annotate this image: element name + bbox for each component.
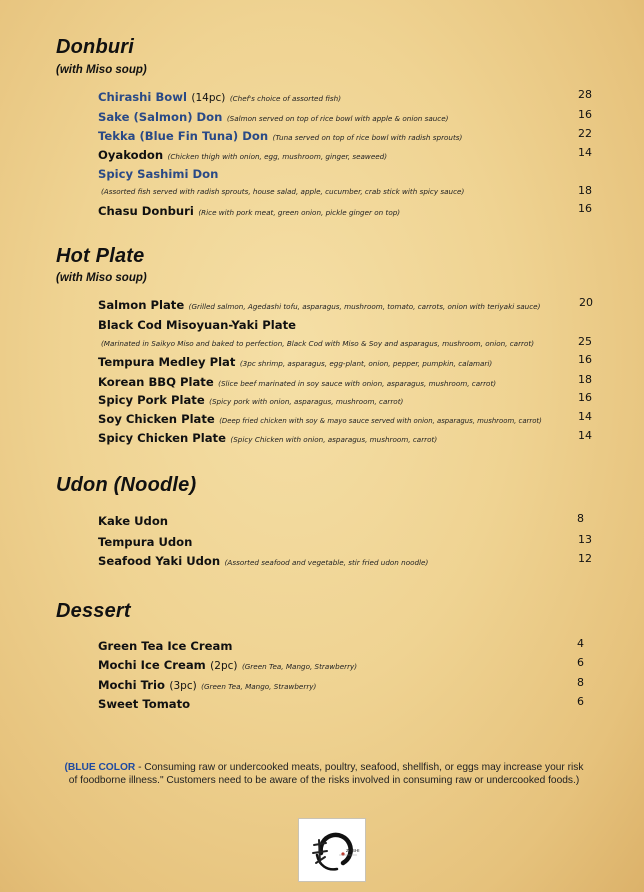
menu-item [98,296,592,314]
raw-food-notice [60,761,588,787]
item-price: 8 [577,512,584,525]
item-name: Spicy Sashimi Don [98,167,219,181]
menu-item [98,373,592,391]
item-name: Sweet Tomato [98,697,191,711]
menu-item [98,146,592,164]
item-price: 18 [578,184,592,197]
item-price: 16 [578,108,592,121]
item-price: 14 [578,429,592,442]
item-name: Seafood Yaki Udon [98,554,221,568]
menu-item [98,391,592,409]
item-description: (Chicken thigh with onion, egg, mushroom, ginger, seaweed) [167,152,388,161]
menu-item [98,108,592,126]
item-price: 14 [578,410,592,423]
item-name: Chasu Donburi [98,204,194,218]
logo-text: ZUSHI [346,848,360,853]
menu-item [98,637,592,655]
menu-item [98,676,592,694]
item-qty: (3pc) [169,680,197,692]
item-name: Kake Udon [98,514,169,528]
item-description: (Salmon served on top of rice bowl with apple & onion sauce) [226,114,449,123]
menu-item [98,695,592,713]
item-description: (Slice beef marinated in soy sauce with onion, asparagus, mushroom, carrot) [218,379,497,388]
item-price: 18 [578,373,592,386]
menu-item [98,512,592,530]
item-description: (Green Tea, Mango, Strawberry) [201,682,317,691]
item-price: 13 [578,533,592,546]
item-name: Soy Chicken Plate [98,412,215,426]
section-title-udon: Udon (Noodle) [56,474,197,496]
item-name: Tempura Medley Plat [98,355,236,369]
item-price: 16 [578,391,592,404]
item-price: 6 [577,656,584,669]
item-description: (Spicy pork with onion, asparagus, mushroom, carrot) [209,397,404,406]
item-description: (Green Tea, Mango, Strawberry) [241,662,358,671]
item-name: Mochi Ice Cream [98,658,206,672]
menu-item [98,202,592,220]
item-description: (Deep fried chicken with soy & mayo sauce served with onion, asparagus, mushroom, carrot) [219,417,542,425]
item-name: Green Tea Ice Cream [98,639,233,653]
item-description: (Rice with pork meat, green onion, pickle ginger on top) [198,208,401,217]
menu-item [98,127,592,145]
menu-item [98,353,592,371]
item-name: Black Cod Misoyuan-Yaki Plate [98,318,297,332]
notice-highlight: (BLUE COLOR [64,762,136,773]
section-title-donburi: Donburi [56,36,135,58]
item-name: Oyakodon [98,148,164,162]
item-price: 16 [578,353,592,366]
item-description: (Spicy Chicken with onion, asparagus, mushroom, carrot) [230,435,438,444]
section-title-hot-plate: Hot Plate [56,245,145,267]
item-price: 12 [578,552,592,565]
menu-item [98,656,592,674]
item-description: (Grilled salmon, Agedashi tofu, asparagus, mushroom, tomato, carrots, onion with teriyaki sauce) [188,302,541,311]
section-subtitle-hot-plate: (with Miso soup) [56,272,147,284]
item-name: Korean BBQ Plate [98,375,214,389]
menu-item [98,316,592,334]
restaurant-logo [298,818,366,882]
menu-item [98,410,592,428]
item-price: 22 [578,127,592,140]
item-price: 6 [577,695,584,708]
item-qty: (2pc) [210,660,238,672]
item-price: 20 [579,296,593,309]
section-title-dessert: Dessert [56,600,131,622]
menu-item [98,88,592,106]
item-price: 28 [578,88,592,101]
item-name: Chirashi Bowl [98,90,187,104]
logo-icon [299,819,365,881]
item-description: (Assorted seafood and vegetable, stir fried udon noodle) [224,558,429,567]
item-name: Tempura Udon [98,535,193,549]
notice-text: - Consuming raw or undercooked meats, poultry, seafood, shellfish, or eggs may increase your risk of foodborne illness." Customers need to be aware of the risks involved in consuming raw or undercooked foods.) [68,762,584,786]
item-price: 25 [578,335,592,348]
menu-item [98,429,592,447]
section-subtitle-donburi: (with Miso soup) [56,64,147,76]
item-price: 8 [577,676,584,689]
item-name: Tekka (Blue Fin Tuna) Don [98,129,269,143]
menu-item [98,552,592,570]
item-description: (Chef's choice of assorted fish) [229,94,342,103]
item-description: (Marinated in Saikyo Miso and baked to perfection, Black Cod with Miso & Soy and asparagus, mushroom, onion, carrot) [101,339,535,348]
item-name: Mochi Trio [98,678,165,692]
item-name: Spicy Chicken Plate [98,431,226,445]
item-description: (Assorted fish served with radish sprouts, house salad, apple, cucumber, crab stick with spicy sauce) [101,187,465,196]
item-description: (Tuna served on top of rice bowl with radish sprouts) [272,133,463,142]
item-description: (3pc shrimp, asparagus, egg-plant, onion, pepper, pumpkin, calamari) [239,359,493,368]
item-name: Sake (Salmon) Don [98,110,223,124]
item-price: 16 [578,202,592,215]
item-qty: (14pc) [191,92,226,104]
item-price: 4 [577,637,584,650]
item-name: Spicy Pork Plate [98,393,205,407]
menu-item [98,533,592,551]
item-name: Salmon Plate [98,298,185,312]
item-price: 14 [578,146,592,159]
menu-item [98,165,592,183]
